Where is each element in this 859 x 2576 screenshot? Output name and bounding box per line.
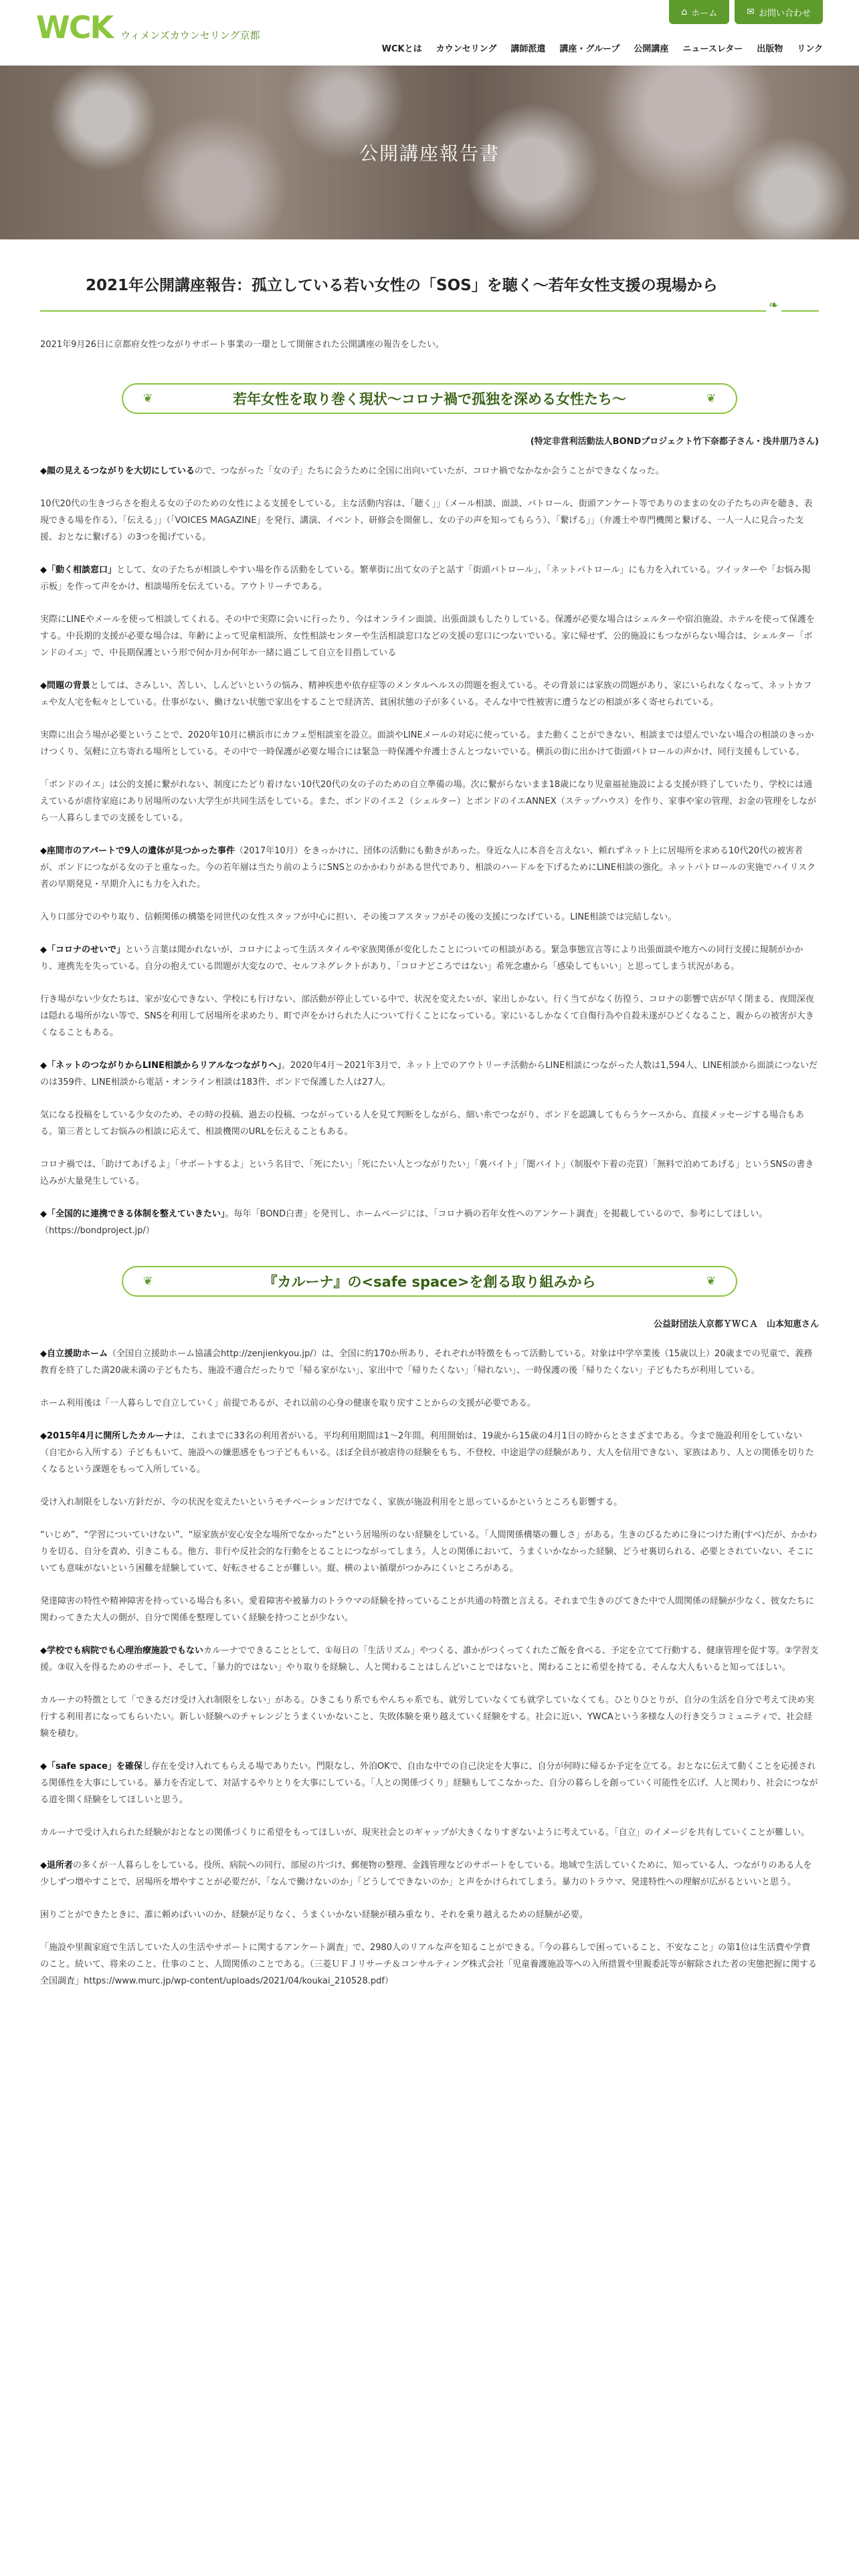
paragraph: [40, 727, 819, 760]
home-button[interactable]: [669, 0, 729, 24]
site-header: [0, 0, 859, 66]
contact-button-label: お問い合わせ: [758, 8, 811, 19]
contact-button[interactable]: [735, 0, 823, 24]
paragraph-text: の多くが一人暮らしをしている。役所、病院への同行、部屋の片づけ、郵便物の整理、金銭管理などのサポートをしている。地域で生活していくために、知っている人、つながりのある人を少しずつ増やすことで、居場所を増やすことが必要だが、「なんで働けないのか」「どうしてできないのか」と声をかけられてしまう。暴力のトラウマ、発達特性への理解が広がるといいと思う。: [40, 1860, 812, 1887]
paragraph: [40, 1758, 819, 1808]
paragraph-text: 10代20代の生きづらさを抱える女の子のための女性による支援をしている。主な活動内容は、「聴く」」（メール相談、面談、パトロール、街頭アンケート等でありのままの女の子たちの声を聴き、表現できる場を作る）、「伝える」」（「VOICES MAGAZINE」を発行、講演、イベント、研修会を開催し、女の子の声を知ってもらう）、「繋げる」」（弁護士や専門機関と繋げる、一人一人に見合った支援、おとなに繋げる）の3つを掲げている。: [40, 499, 813, 542]
paragraph-lead: ◆問題の背景: [40, 681, 90, 691]
paragraph-text: ので、つながった「女の子」たちに会うために全国に出向いていたが、コロナ禍でなかなか会うことができなくなった。: [194, 466, 664, 476]
paragraph-text: として、女の子たちが相談しやすい場を作る活動をしている。繁華街に出て女の子と話す「街頭パトロール」、「ネットパトロール」にも力を入れている。ツイッターや「お悩み掲示板」を作って声をかけ、相談場所を伝えている。アウトリーチである。: [40, 565, 811, 592]
paragraph-text: カルーナでできることとして、①毎日の「生活リズム」やつくる、誰かがつくってくれたご飯を食べる、予定を立てて行動する、健康管理を促す等。②学習支援。③収入を得るためのサポート、そして、「暴力的ではない」やり取りを経験し、人と関わることはしんどいことではないと、関わることに希望を持てる、そんな大人もいると知ってほしい。: [40, 1646, 819, 1673]
paragraph-lead: ◆退所者: [40, 1860, 73, 1870]
paragraph: [40, 1527, 819, 1577]
leaf-icon: ❦: [706, 392, 716, 405]
logo-mark: WCK: [36, 9, 113, 45]
nav-item-publications[interactable]: 出版物: [757, 44, 783, 54]
paragraph: [40, 611, 819, 661]
paragraph: [40, 1107, 819, 1140]
top-buttons: [669, 0, 823, 24]
section-2-body: [40, 1346, 819, 1990]
paragraph: [40, 1593, 819, 1626]
paragraph: [40, 1206, 819, 1239]
paragraph-text: 困りごとができたときに、誰に頼めばいいのか、経験が足りなく、うまくいかない経験が積み重なり、それを乗り越えるための経験が必要。: [40, 1910, 588, 1920]
paragraph: [40, 776, 819, 827]
paragraph: [40, 1642, 819, 1676]
paragraph-text: 入り口部分でのやり取り、信頼関係の構築を同世代の女性スタッフが中心に担い、その後コアスタッフがその後の支援につなげている。LINE相談では完結しない。: [40, 912, 677, 922]
paragraph-text: は、これまでに33名の利用者がいる。平均利用期間は1～2年間。利用開始は、19歳から15歳の4月1日の時からとさまざまである。今まで施設利用をしていない（自宅から入所する）子どももいて、施設への嫌悪感をもつ子どももいる。ほぼ全員が被虐待の経験をもち、不登校、中途退学の経験があり、大人を信用できない、家族はあり、人との関係を切りたくなるという課題をもって入所している。: [40, 1431, 814, 1475]
page-title: 公開講座報告書: [359, 142, 500, 165]
paragraph: [40, 1907, 819, 1923]
nav-item-public-lectures[interactable]: 公開講座: [634, 44, 669, 54]
paragraph-text: コロナ禍では、「助けてあげるよ」「サポートするよ」という名目で、「死にたい」「死にたい人とつながりたい」「裏バイト」「闇バイト」（制服や下着の売買）「無料で泊めてあげる」というSNSの書き込みが大量発生している。: [40, 1160, 814, 1186]
paragraph-text: 実際にLINEやメールを使って相談してくれる。その中で実際に会いに行ったり、今はオンライン面談、出張面談もしたりしている。保護が必要な場合はシェルターや宿泊施設、ホテルを使って保護をする。中長期的支援が必要な場合は、年齢によって児童相談所、女性相談センターや生活相談窓口などの支援の窓口につないでいる。家に帰せず、公的施設にもつながらない場合は、シェルター「ボンドのイエ」で、中長期保護という形で何か月か何年か一緒に過ごして自立を目指している: [40, 615, 815, 658]
paragraph-text: （2017年10月）をきっかけに、団体の活動にも動きがあった。身近な人に本音を言えない、頼れずネット上に居場所を求める10代20代の被害者が、ボンドにつながる女の子と重なった。今の若年層は当たり前のようにSNSとのかかわりがある世代であり、相談のハードルを下げるためにLINE相談の強化。ネットパトロールの実施でハイリスク者の早期発見・早期介入にも力を入れた。: [40, 846, 816, 889]
mail-icon: ✉: [747, 7, 755, 17]
paragraph-text: カルーナの特徴として「できるだけ受け入れ制限をしない」がある。ひきこもり系でもやんちゃ系でも、就労していなくても就学していなくても。ひとりひとりが、自分の生活を自分で考えて決め実行する利用者になってもらいたい。新しい経験へのチャレンジとうまくいかないこと、失敗体験を乗り越えていく経験をする。社会に近い、YWCAという多様な人の行き交うコミュニティで、社会経験を積む。: [40, 1695, 815, 1739]
paragraph-lead: ◆「全国的に連携できる体制を整えていきたい」: [40, 1209, 225, 1219]
section-banner-1: [122, 383, 737, 414]
paragraph-text: 発達障害の特性や精神障害を持っている場合も多い。愛着障害や被暴力のトラウマの経験を持っていることが共通の特徴と言える。それまで生きのびてきた中で人間関係の経験が少なく、彼女たちに関わってきた大人の側が、自分で関係を整理していく経験を持つことが少ない。: [40, 1596, 814, 1623]
paragraph: [40, 843, 819, 893]
section-1-body: [40, 463, 819, 1239]
paragraph: [40, 1692, 819, 1742]
paragraph-lead: ◆「動く相談窓口」: [40, 565, 116, 575]
paragraph-text: という言葉は聞かれないが、コロナによって生活スタイルや家族関係が変化したことについての相談がある。緊急事態宣言等により出張面談や地方への同行支援に規制がかかり、連携先を失っている。自分の抱えている問題が大変なので、セルフネグレクトがあり、「コロナどころではない」希死念慮から「感染してもいい」と思ってしまう状況がある。: [40, 945, 803, 972]
paragraph: [40, 463, 819, 479]
nav-item-courses[interactable]: 講座・グループ: [559, 44, 620, 54]
paragraph-text: “いじめ”、“学習についていけない”、“原家族が安心安全な場所でなかった”という居場所のない経験をしている。「人間関係構築の難しさ」がある。生きのびるために身につけた術(すべ)だが、かかわりを切る、自分を責め、引きこもる。他方、非行や反社会的な行動をとることにつながってしまう。人との関係において、うまくいかなかった経験、どうせ裏切られる、必要とされていない、そこにいても意味がないという困難を経験していて、好転させることが難しい。縦、横のよい循環がつかみにくいところがある。: [40, 1530, 818, 1574]
paragraph-text: 気になる投稿をしている少女のため、その時の投稿、過去の投稿、つながっている人を見て判断をしながら、細い糸でつながり、ボンドを認識してもらうケースから、直接メッセージする場合もある。第三者としてお悩みの相談に応えて、相談機関のURLを伝えることもある。: [40, 1110, 805, 1137]
paragraph-lead: ◆「コロナのせいで」: [40, 945, 125, 955]
home-icon: ⌂: [681, 7, 688, 17]
nav-item-lecturer[interactable]: 講師派遣: [510, 44, 546, 54]
paragraph: [40, 1428, 819, 1478]
paragraph-lead: ◆「safe space」を確保: [40, 1761, 142, 1772]
paragraph: [40, 1857, 819, 1891]
paragraph-text: 。毎年「BOND白書」を発刊し、ホームページには、「コロナ禍の若年女性へのアンケート調査」を掲載しているので、参考にしてほしい。（https://bondproject.jp/）: [40, 1209, 768, 1236]
paragraph-lead: ◆「ネットのつながりからLINE相談からリアルなつながりへ」: [40, 1061, 282, 1071]
paragraph: [40, 1156, 819, 1190]
article-title: [40, 273, 819, 312]
paragraph-lead: ◆自立援助ホーム: [40, 1349, 108, 1359]
paragraph: [40, 1939, 819, 1990]
nav-item-newsletter[interactable]: ニュースレター: [682, 44, 743, 54]
nav-item-counseling[interactable]: カウンセリング: [436, 44, 497, 54]
section-title-1: 若年女性を取り巻く現状～コロナ禍で孤独を深める女性たち～: [233, 391, 626, 407]
nav-item-about[interactable]: WCKとは: [381, 44, 422, 54]
paragraph: [40, 496, 819, 546]
paragraph-lead: ◆座間市のアパートで9人の遺体が見つかった事件: [40, 846, 235, 856]
leaf-icon: ❦: [143, 392, 153, 405]
paragraph-lead: ◆顔の見えるつながりを大切にしている: [40, 466, 195, 476]
section-banner-2: [122, 1266, 737, 1297]
leaf-icon: ❦: [143, 1275, 153, 1288]
paragraph-text: 「施設や里親家庭で生活していた人の生活やサポートに関するアンケート調査」で、2980人のリアルな声を知ることができる。「今の暮らしで困っていること、不安なこと」の第1位は生活費や学費のこと。続いて、将来のこと、仕事のこと、人間関係のことである。（三菱ＵＦＪリサーチ＆コンサルティング株式会社「児童養護施設等への入所措置や里親委託等が解除された者の実態把握に関する全国調査」https://www.murc.jp/wp-content/uploads/2021/04/koukai_210528.pdf）: [40, 1943, 818, 1986]
article-intro: 2021年9月26日に京都府女性つながりサポート事業の一環として開催された公開講座の報告をしたい。: [40, 340, 444, 350]
paragraph-text: 受け入れ制限をしない方針だが、今の状況を変えたいというモチベーションだけでなく、家族が施設利用をと思っているかというところも影響する。: [40, 1497, 623, 1507]
paragraph-text: ホーム利用後は「一人暮らしで自立していく」前提であるが、それ以前の心身の健康を取り戻すことからの支援が必要である。: [40, 1398, 537, 1408]
home-button-label: ホーム: [691, 8, 718, 19]
paragraph-text: 「ボンドのイエ」は公的支援に繋がれない、制度にたどり着けない10代20代の女の子のための自立準備の場。次に繋がらないまま18歳になり児童福祉施設による支援が終了していたり、学校には通えているが虐待家庭にあり居場所のない大学生が共同生活をしている。また、ボンドのイエ２（シェルター）とボンドのイエANNEX（ステップハウス）を作り、家事や家の管理、お金の管理をしながら一人暮らしまでの支援をしている。: [40, 780, 816, 823]
article: [40, 239, 819, 1990]
section-title-2: 『カルーナ』の<safe space>を創る取り組みから: [263, 1274, 596, 1290]
paragraph: [40, 1346, 819, 1379]
paragraph-text: し存在を受け入れてもらえる場でありたい。門限なし、外泊OKで、自由な中での自己決定を大事に、自分が何時に帰るか予定を立てる。おとなに伝えて動くことを応援される関係性を大事にしている。暴力を否定して、対話するやりとりを大事にしている。「人との関係づくり」経験もしてこなかった、自分の暮らしを創っていく可能性を広げ、人と関わり、社会につながる道を開く経験をしてほしいと思う。: [40, 1761, 818, 1805]
paragraph-text: 行き場がない少女たちは、家が安心できない、学校にも行けない、部活動が停止している中で、状況を変えたいが、家出しかない。行く当てがなく彷徨う、コロナの影響で店が早く閉まる、夜間深夜は隠れる場所がない等で、SNSを利用して居場所を求めたり、町で声をかけられた人について行くことになっている。家にいるしかなくて自傷行為や自殺未遂がひどくなること、親からの被害が大きくなることもある。: [40, 994, 814, 1038]
paragraph: [40, 677, 819, 711]
paragraph: [40, 1395, 819, 1412]
speaker-2: 公益財団法人京都ＹＷＣＡ 山本知恵さん: [653, 1319, 819, 1329]
paragraph: [40, 1824, 819, 1841]
paragraph-text: 実際に出会う場が必要ということで、2020年10月に横浜市にカフェ型相談室を設立。面談やLINEメールの対応に使っている。また動くことができない、相談までは望んでいない場合の相談のきっかけつくり、気軽に立ち寄れる場所としている。その中で一時保護が必要な場合には緊急一時保護や弁護士さんとつないでいる。横浜の街に出かけて街頭パトロールの声かけ、同行支援もしている。: [40, 730, 814, 757]
paragraph-lead: ◆2015年4月に開所したカルーナ: [40, 1431, 173, 1441]
paragraph-text: （全国自立援助ホーム協議会http://zenjienkyou.jp/）は、全国に約170か所あり、それぞれが特徴をもって活動している。対象は中学卒業後（15歳以上）20歳までの児童で、義務教育を終了した満20歳未満の子どもたち、施設不適合だったりで「帰る家がない」、家出中で「帰りたくない」「帰れない」、一時保護の後「帰りたくない」子どもたちが利用している。: [40, 1349, 813, 1376]
site-logo[interactable]: [36, 9, 260, 45]
main-nav: [382, 41, 823, 54]
paragraph: [40, 1057, 819, 1091]
paragraph: [40, 991, 819, 1041]
paragraph-lead: ◆学校でも病院でも心理治療施設でもない: [40, 1646, 203, 1656]
paragraph-text: 。2020年4月～2021年3月で、ネット上でのアウトリーチ活動からLINE相談につながった人数は1,594人、LINE相談から面談につないだのは359件、LINE相談から電話・オンライン相談は183件、ボンドで保護した人は27人。: [40, 1061, 818, 1087]
paragraph-text: としては、さみしい、苦しい、しんどいというの悩み、精神疾患や依存症等のメンタルヘルスの問題を抱えている。その背景には家族の問題があり、家にいられなくなって、ネットカフェや友人宅を転々としている。仕事がない、働けない状態で家出をすることで経済苦、貧困状態の子が多くいる。そんな中で性被害に遭うなどの相談が多く寄せられている。: [40, 681, 812, 708]
hero-banner: [0, 66, 859, 239]
article-title-text: 2021年公開講座報告：孤立している若い女性の「SOS」を聴く～若年女性支援の現場から: [86, 277, 718, 294]
nav-item-links[interactable]: リンク: [797, 44, 823, 54]
leaf-icon: ❦: [706, 1275, 716, 1288]
paragraph-text: カルーナで受け入れられた経験がおとなとの関係づくりに希望をもってほしいが、現実社会とのギャップが大きくなりすぎないように考えている。「自立」のイメージを共有していくことが難しい。: [40, 1828, 810, 1838]
leaf-icon: ❧: [766, 293, 781, 318]
speaker-1: (特定非営利活動法人BONDプロジェクト竹下奈都子さん・浅井朋乃さん): [530, 437, 819, 447]
paragraph: [40, 942, 819, 975]
paragraph: [40, 562, 819, 595]
logo-subtitle: ウィメンズカウンセリング京都: [120, 29, 260, 41]
paragraph: [40, 1494, 819, 1511]
paragraph: [40, 909, 819, 926]
